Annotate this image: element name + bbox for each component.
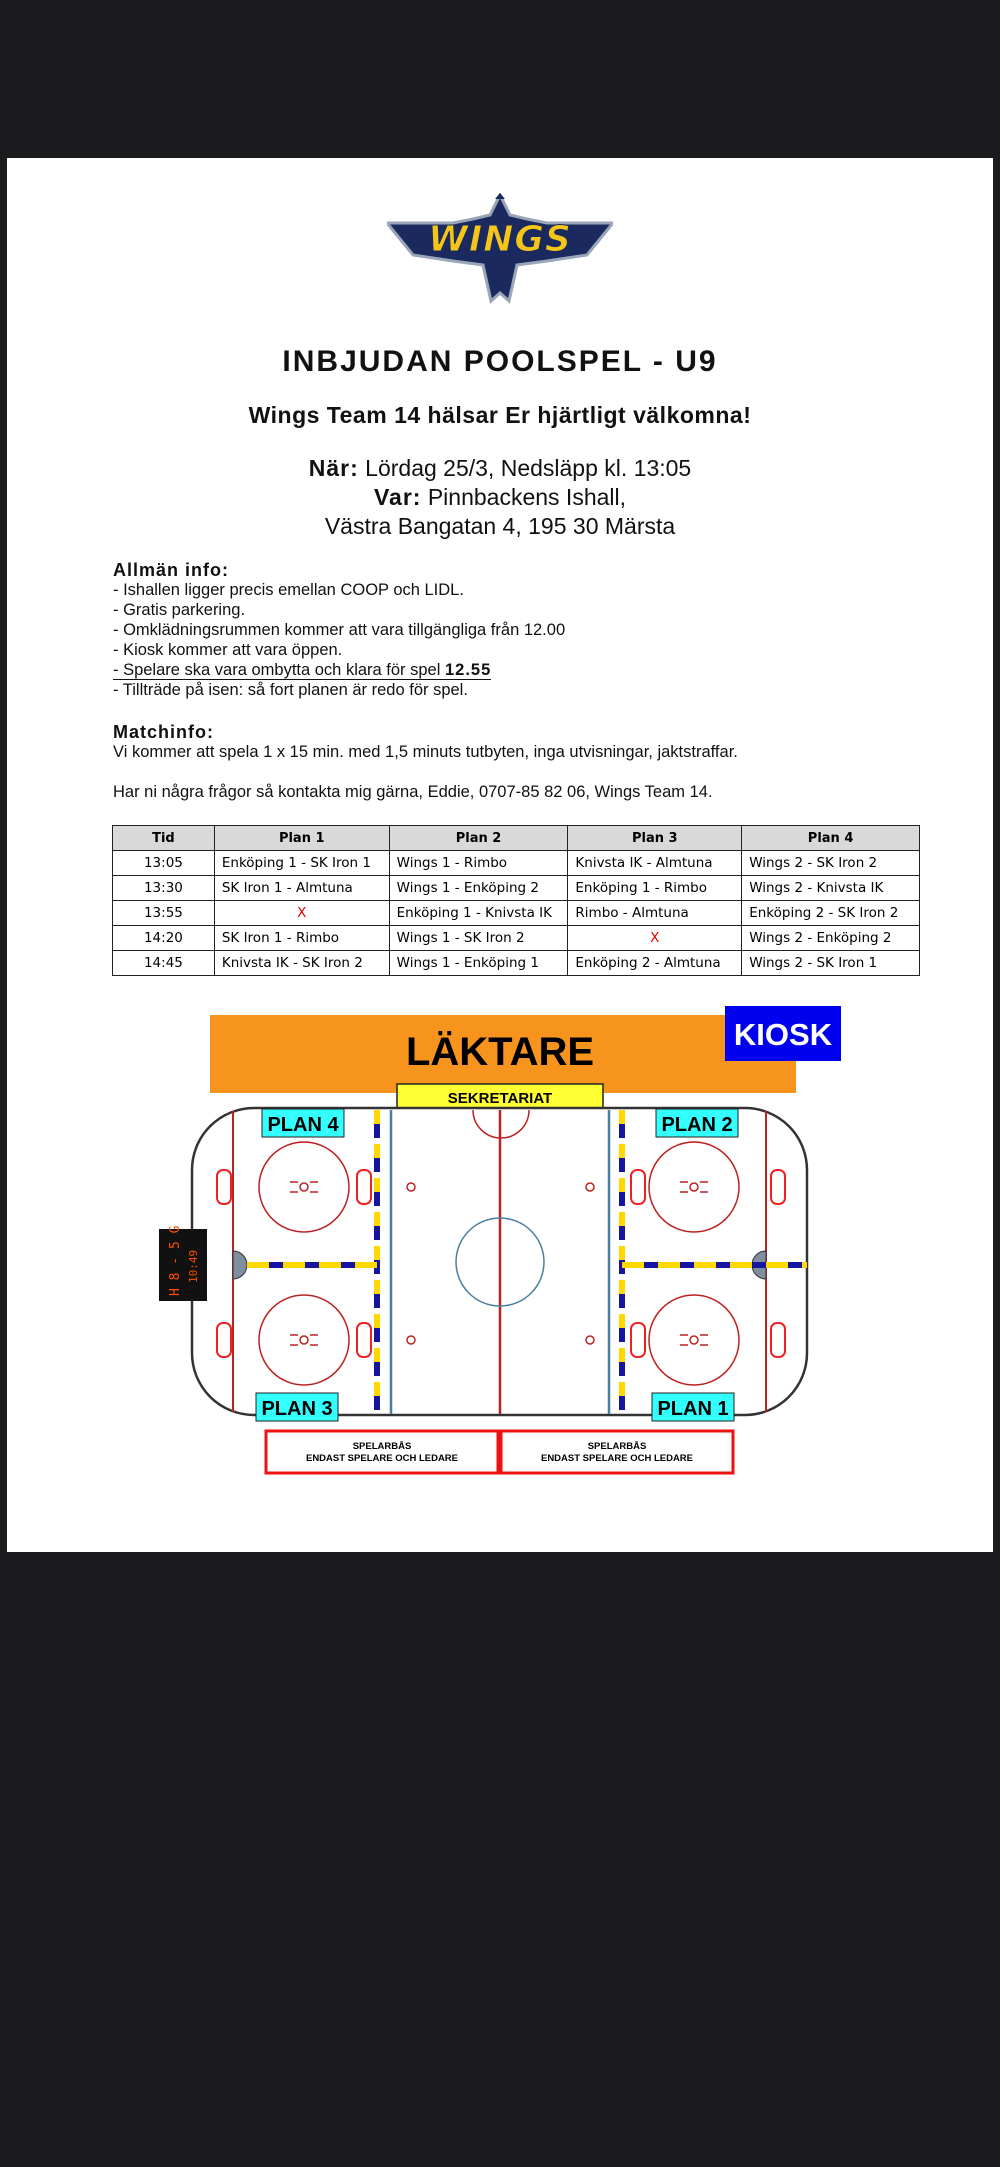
col-header: Plan 2 <box>389 826 568 851</box>
info-item: - Gratis parkering. <box>113 601 246 619</box>
match-info-heading: Matchinfo: <box>113 722 214 742</box>
table-cell: Enköping 1 - Rimbo <box>568 876 742 901</box>
no-game-cell: X <box>568 926 742 951</box>
welcome-heading: Wings Team 14 hälsar Er hjärtligt välkomna! <box>248 402 752 428</box>
document-page <box>7 158 993 1552</box>
player-bench-left <box>266 1431 498 1473</box>
table-cell: Wings 1 - Enköping 1 <box>389 951 568 976</box>
when-value: Lördag 25/3, Nedsläpp kl. 13:05 <box>365 455 692 481</box>
player-bench-right <box>501 1431 733 1473</box>
no-game-cell: X <box>214 901 389 926</box>
table-cell: Wings 2 - Knivsta IK <box>742 876 920 901</box>
table-cell: SK Iron 1 - Almtuna <box>214 876 389 901</box>
bench-left-line2: ENDAST SPELARE OCH LEDARE <box>305 1453 459 1464</box>
bench-right-line1: SPELARBÅS <box>587 1441 647 1452</box>
table-cell: Wings 2 - SK Iron 2 <box>742 851 920 876</box>
bench-right-line2: ENDAST SPELARE OCH LEDARE <box>540 1453 694 1464</box>
table-cell: Wings 2 - SK Iron 1 <box>742 951 920 976</box>
plan-4-label: PLAN 4 <box>267 1114 339 1136</box>
secretariat-label: SEKRETARIAT <box>447 1090 553 1107</box>
info-item: - Tillträde på isen: så fort planen är redo för spel. <box>113 681 468 699</box>
match-info-text: Vi kommer att spela 1 x 15 min. med 1,5 minuts tutbyten, inga utvisningar, jaktstraffar. <box>113 743 738 761</box>
time-cell: 14:45 <box>113 951 215 976</box>
plan-2-label: PLAN 2 <box>661 1114 733 1136</box>
scoreboard-clock-icon: 10:49 <box>187 1249 200 1283</box>
table-cell: Wings 2 - Enköping 2 <box>742 926 920 951</box>
col-header: Plan 4 <box>742 826 920 851</box>
where-value: Pinnbackens Ishall, <box>427 484 627 510</box>
event-address: Västra Bangatan 4, 195 30 Märsta <box>324 513 676 539</box>
kiosk-label: KIOSK <box>733 1017 833 1052</box>
contact-text: Har ni några frågor så kontakta mig gärna, Eddie, 0707-85 82 06, Wings Team 14. <box>113 783 713 801</box>
time-cell: 13:55 <box>113 901 215 926</box>
time-cell: 13:05 <box>113 851 215 876</box>
table-cell: Enköping 2 - Almtuna <box>568 951 742 976</box>
table-cell: Knivsta IK - Almtuna <box>568 851 742 876</box>
wings-logo-text: WINGS <box>428 219 572 260</box>
page-title: INBJUDAN POOLSPEL - U9 <box>282 345 718 378</box>
table-cell: Enköping 1 - Knivsta IK <box>389 901 568 926</box>
table-cell: SK Iron 1 - Rimbo <box>214 926 389 951</box>
scoreboard-digits: H 8 - 5 G <box>168 1225 183 1296</box>
info-item: - Kiosk kommer att vara öppen. <box>113 641 343 659</box>
table-cell: Wings 1 - Rimbo <box>389 851 568 876</box>
table-cell: Enköping 1 - SK Iron 1 <box>214 851 389 876</box>
table-cell: Wings 1 - Enköping 2 <box>389 876 568 901</box>
info-item: - Ishallen ligger precis emellan COOP och LIDL. <box>113 581 464 599</box>
table-cell: Enköping 2 - SK Iron 2 <box>742 901 920 926</box>
ready-text: - Spelare ska vara ombytta och klara för spel <box>113 661 445 679</box>
where-label: Var: <box>373 484 422 510</box>
when-label: När: <box>308 455 359 481</box>
table-cell: Rimbo - Almtuna <box>568 901 742 926</box>
general-info-heading: Allmän info: <box>113 560 229 580</box>
stands-label: LÄKTARE <box>405 1030 595 1074</box>
plan-3-label: PLAN 3 <box>261 1398 333 1420</box>
col-header: Plan 3 <box>568 826 742 851</box>
time-cell: 14:20 <box>113 926 215 951</box>
col-header: Plan 1 <box>214 826 389 851</box>
bench-left-line1: SPELARBÅS <box>352 1441 412 1452</box>
col-header: Tid <box>113 826 215 851</box>
table-cell: Knivsta IK - SK Iron 2 <box>214 951 389 976</box>
rink-map <box>7 158 993 1552</box>
table-cell: Wings 1 - SK Iron 2 <box>389 926 568 951</box>
ready-time: 12.55 <box>444 661 492 679</box>
time-cell: 13:30 <box>113 876 215 901</box>
plan-1-label: PLAN 1 <box>657 1398 729 1420</box>
info-item: - Omklädningsrummen kommer att vara tillgängliga från 12.00 <box>113 621 566 639</box>
